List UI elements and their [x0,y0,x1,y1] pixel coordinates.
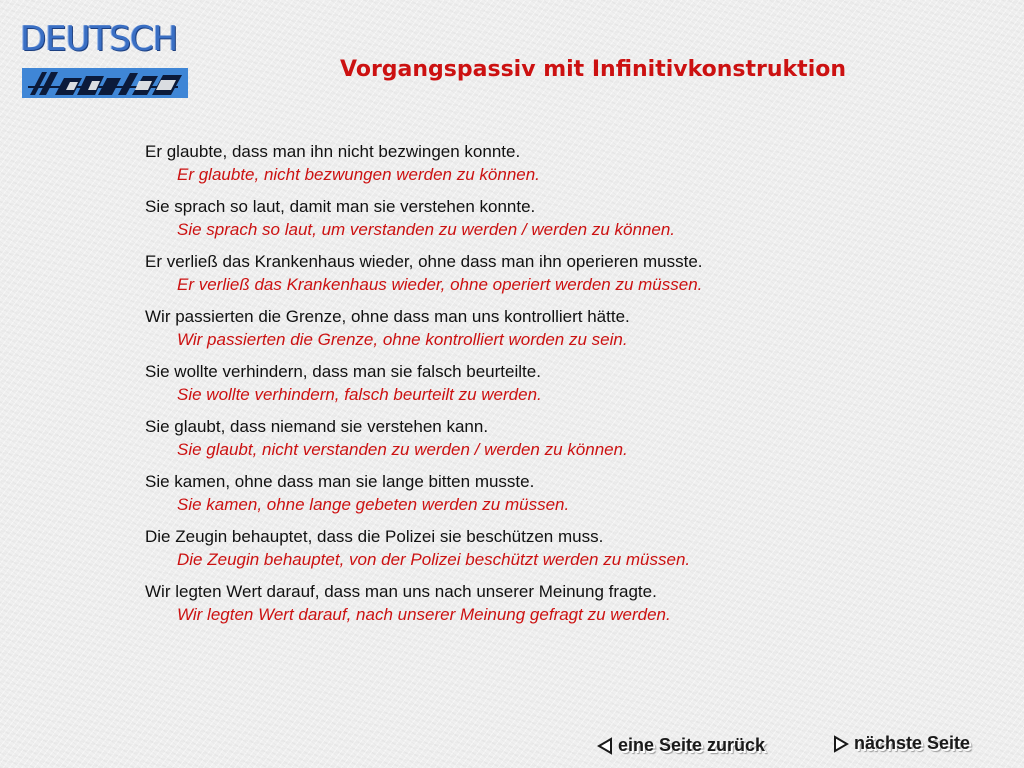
example-original: Die Zeugin behauptet, dass die Polizei sie beschützen muss. [145,527,604,546]
example-transformed: Er glaubte, nicht bezwungen werden zu können. [177,165,540,184]
example-transformed: Sie glaubt, nicht verstanden zu werden / werden zu können. [177,440,628,459]
example-pair [145,580,905,626]
example-original: Er verließ das Krankenhaus wieder, ohne dass man ihn operieren musste. [145,252,703,271]
example-original: Sie kamen, ohne dass man sie lange bitten musste. [145,472,535,491]
example-original: Sie glaubt, dass niemand sie verstehen kann. [145,417,489,436]
example-original: Wir passierten die Grenze, ohne dass man uns kontrolliert hätte. [145,307,630,326]
example-transformed: Sie kamen, ohne lange gebeten werden zu müssen. [177,495,570,514]
example-pair [145,195,905,241]
logo-banner [22,68,188,98]
example-transformed: Sie wollte verhindern, falsch beurteilt zu werden. [177,385,542,404]
next-page-label: nächste Seite [854,733,971,753]
logo-title: DEUTSCH [20,19,178,59]
previous-page-label: eine Seite zurück [618,735,766,755]
deutsch-aktuell-logo [20,19,190,98]
example-original: Er glaubte, dass man ihn nicht bezwingen konnte. [145,142,521,161]
example-original: Sie sprach so laut, damit man sie verstehen konnte. [145,197,536,216]
example-pair [145,360,905,406]
example-transformed: Sie sprach so laut, um verstanden zu werden / werden zu können. [177,220,676,239]
example-transformed: Wir passierten die Grenze, ohne kontrolliert worden zu sein. [177,330,628,349]
example-pair [145,415,905,461]
logo-banner-graphic [22,68,188,98]
triangle-left-icon [596,737,614,755]
example-pair [145,470,905,516]
next-page-link[interactable] [832,733,970,754]
example-original: Wir legten Wert darauf, dass man uns nach unserer Meinung fragte. [145,582,657,601]
example-transformed: Die Zeugin behauptet, von der Polizei beschützt werden zu müssen. [177,550,691,569]
examples-list [145,140,905,635]
triangle-right-icon [832,735,850,753]
example-pair [145,250,905,296]
example-original: Sie wollte verhindern, dass man sie falsch beurteilte. [145,362,541,381]
example-pair [145,305,905,351]
example-pair [145,140,905,186]
page-title: Vorgangspassiv mit Infinitivkonstruktion [340,57,847,82]
example-transformed: Wir legten Wert darauf, nach unserer Meinung gefragt zu werden. [177,605,671,624]
previous-page-link[interactable] [596,735,765,756]
example-pair [145,525,905,571]
example-transformed: Er verließ das Krankenhaus wieder, ohne operiert werden zu müssen. [177,275,703,294]
